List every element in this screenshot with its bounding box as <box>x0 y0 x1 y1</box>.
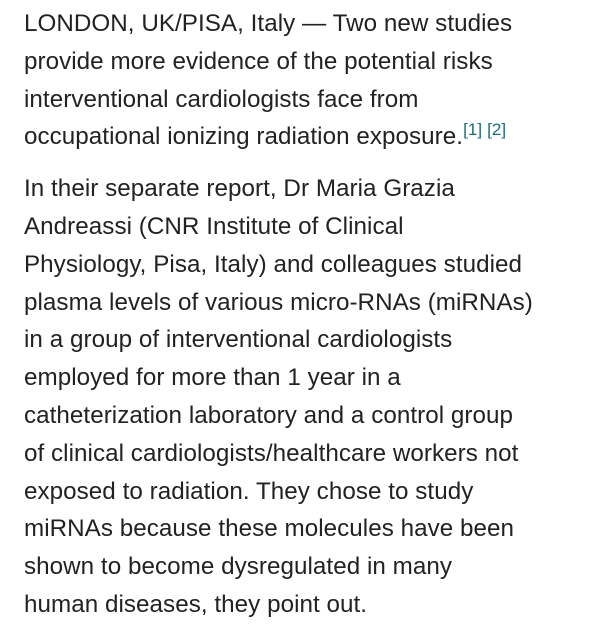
text-line: human diseases, they point out. <box>24 590 368 618</box>
text-line: In their separate report, Dr Maria Grazia <box>24 175 455 203</box>
text-line: employed for more than 1 year in a <box>24 364 401 392</box>
paragraph-intro <box>24 5 583 156</box>
text-line: occupational ionizing radiation exposure. <box>24 123 464 151</box>
text-line: in a group of interventional cardiologists <box>24 326 453 354</box>
text-line: Physiology, Pisa, Italy) and colleagues studied <box>24 250 523 278</box>
text-line: interventional cardiologists face from <box>24 85 419 113</box>
text-line: shown to become dysregulated in many <box>24 553 453 581</box>
text-line: miRNAs because these molecules have been <box>24 515 515 543</box>
reference-link-2[interactable]: [2] <box>487 120 507 140</box>
paragraph-study-details <box>24 170 583 624</box>
text-line: exposed to radiation. They chose to study <box>24 477 474 505</box>
text-line-with-refs <box>24 118 583 156</box>
text-line: provide more evidence of the potential risks <box>24 47 493 75</box>
text-line: plasma levels of various micro-RNAs (miRNAs) <box>24 288 533 316</box>
text-line: of clinical cardiologists/healthcare workers not <box>24 439 519 467</box>
text-line: catheterization laboratory and a control group <box>24 401 514 429</box>
text-line: LONDON, UK/PISA, Italy — Two new studies <box>24 10 513 37</box>
text-line: Andreassi (CNR Institute of Clinical <box>24 212 404 240</box>
reference-link-1[interactable]: [1] <box>463 120 483 140</box>
